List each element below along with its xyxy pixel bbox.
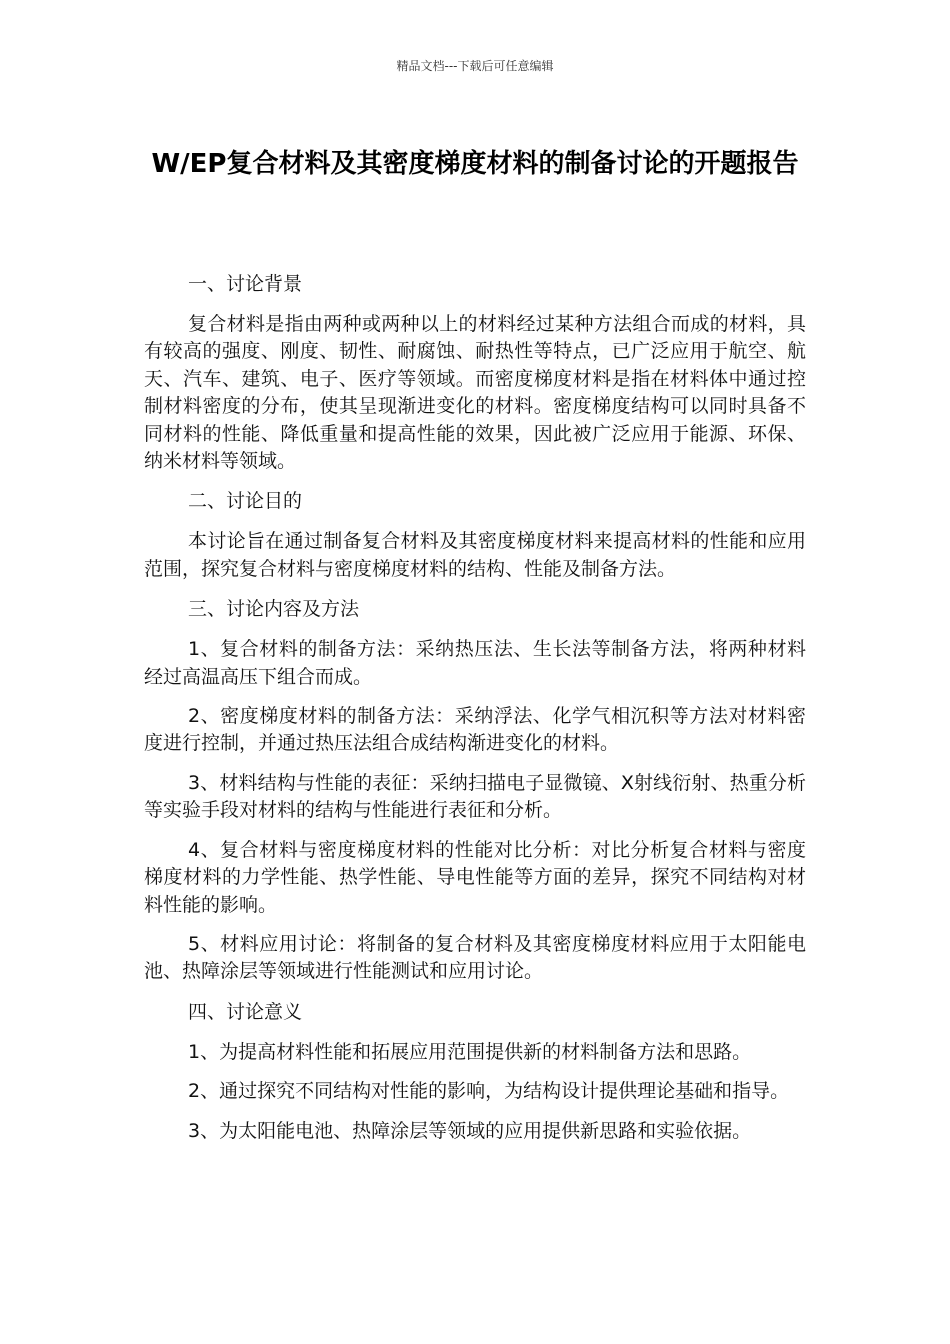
document-body <box>144 270 806 1157</box>
list-item: 1、复合材料的制备方法：采纳热压法、生长法等制备方法，将两种材料经过高温高压下组合而成。 <box>144 638 806 688</box>
list-item: 2、通过探究不同结构对性能的影响，为结构设计提供理论基础和指导。 <box>188 1080 790 1103</box>
paragraph: 本讨论旨在通过制备复合材料及其密度梯度材料来提高材料的性能和应用范围，探究复合材料与密度梯度材料的结构、性能及制备方法。 <box>144 530 806 580</box>
paragraph: 复合材料是指由两种或两种以上的材料经过某种方法组合而成的材料，具有较高的强度、刚度、韧性、耐腐蚀、耐热性等特点，已广泛应用于航空、航天、汽车、建筑、电子、医疗等领域。而密度梯度材料是指在材料体中通过控制材料密度的分布，使其呈现渐进变化的材料。密度梯度结构可以同时具备不同材料的性能、降低重量和提高性能的效果，因此被广泛应用于能源、环保、纳米材料等领域。 <box>144 313 806 473</box>
list-item: 5、材料应用讨论：将制备的复合材料及其密度梯度材料应用于太阳能电池、热障涂层等领域进行性能测试和应用讨论。 <box>144 932 806 983</box>
list-item: 4、复合材料与密度梯度材料的性能对比分析：对比分析复合材料与密度梯度材料的力学性能、热学性能、导电性能等方面的差异，探究不同结构对材料性能的影响。 <box>144 838 806 916</box>
list-item: 2、密度梯度材料的制备方法：采纳浮法、化学气相沉积等方法对材料密度进行控制，并通过热压法组合成结构渐进变化的材料。 <box>144 705 806 755</box>
section-heading-background: 一、讨论背景 <box>188 273 303 295</box>
section-heading-content-methods: 三、讨论内容及方法 <box>188 598 360 621</box>
list-item: 1、为提高材料性能和拓展应用范围提供新的材料制备方法和思路。 <box>188 1040 752 1063</box>
list-item: 3、为太阳能电池、热障涂层等领域的应用提供新思路和实验依据。 <box>188 1119 752 1142</box>
section-heading-purpose: 二、讨论目的 <box>188 490 303 513</box>
section-heading-significance: 四、讨论意义 <box>188 1000 303 1023</box>
document-title: W/EP复合材料及其密度梯度材料的制备讨论的开题报告 <box>151 149 799 179</box>
page-header: 精品文档---下载后可任意编辑 <box>396 59 554 73</box>
list-item: 3、材料结构与性能的表征：采纳扫描电子显微镜、X射线衍射、热重分析等实验手段对材料的结构与性能进行表征和分析。 <box>144 771 806 822</box>
